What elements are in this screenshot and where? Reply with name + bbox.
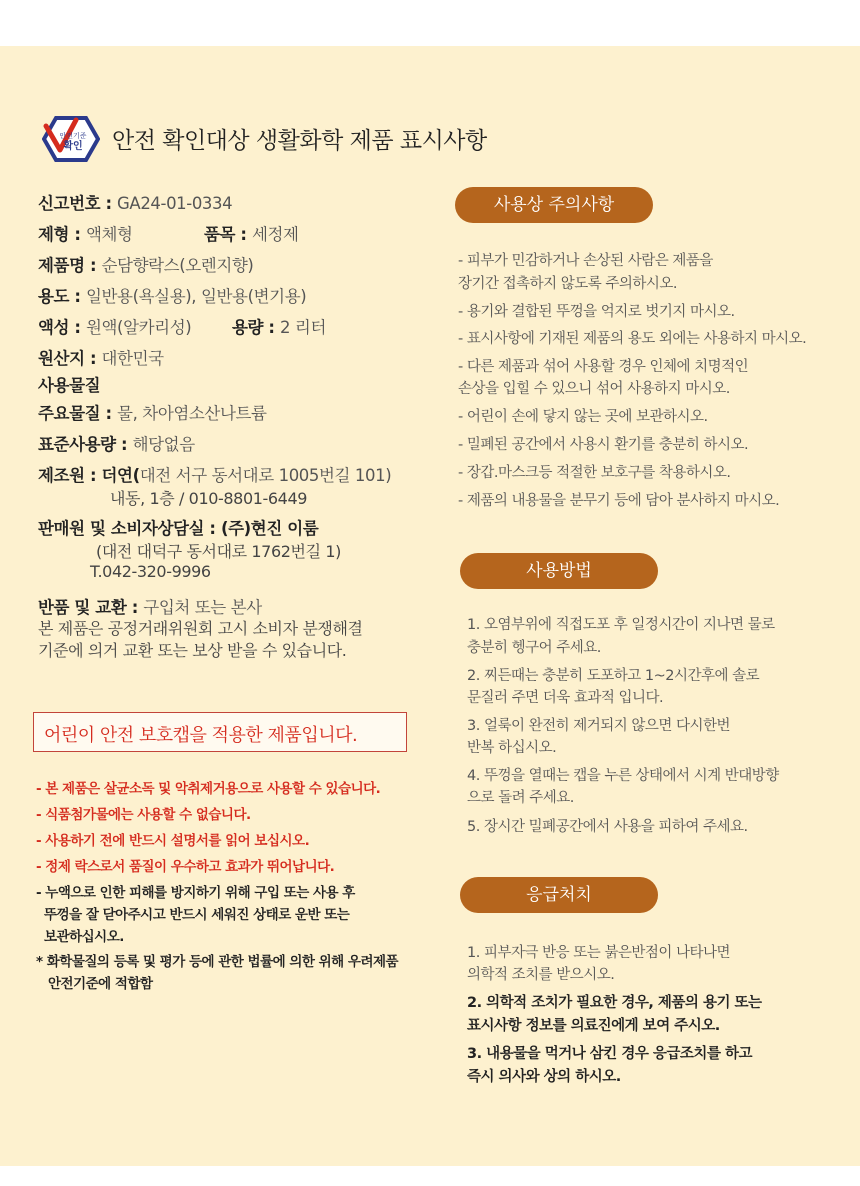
precaution-line: - 피부가 민감하거나 손상된 사람은 제품을 (458, 253, 713, 269)
warning-dark-1: - 누액으로 인한 피해를 방지하기 위해 구입 또는 사용 후 (36, 885, 355, 901)
first-aid-line: 즉시 의사와 상의 하시오. (467, 1069, 621, 1085)
liquid-row: 액성 : 원액(알카리성) (38, 318, 192, 337)
first-aid-line: 2. 의학적 조치가 필요한 경우, 제품의 용기 또는 (467, 995, 762, 1011)
manufacturer-addr2: 내동, 1층 / 010-8801-6449 (110, 489, 308, 508)
precaution-line: - 장갑.마스크등 적절한 보호구를 착용하시오. (458, 465, 731, 481)
origin-row: 원산지 : 대한민국 (38, 349, 164, 368)
warning-dark-3: 보관하십시오. (44, 929, 124, 945)
usage-line: 1. 오염부위에 직접도포 후 일정시간이 지나면 물로 (467, 617, 775, 633)
warning-dark-2: 뚜껑을 잘 닫아주시고 반드시 세워진 상태로 운반 또는 (44, 907, 350, 923)
precautions-title: 사용상 주의사항 (455, 187, 653, 223)
badge-line2: 확인 (63, 141, 83, 152)
precaution-line: - 제품의 내용물을 분무기 등에 담아 분사하지 마시오. (458, 493, 780, 509)
usage-line: 2. 찌든때는 충분히 도포하고 1~2시간후에 솔로 (467, 668, 760, 684)
usage-title: 사용방법 (460, 553, 658, 589)
badge-line1: 안전기준 (59, 132, 87, 140)
usage-line: 4. 뚜껑을 열때는 캡을 누른 상태에서 시계 반대방향 (467, 768, 779, 784)
warning-dark-5: 안전기준에 적합함 (48, 976, 153, 992)
usage-line: 반복 하십시오. (467, 740, 557, 756)
first-aid-line: 3. 내용물을 먹거나 삼킨 경우 응급조치를 하고 (467, 1046, 753, 1062)
standard-amount-row: 표준사용량 : 해당없음 (38, 435, 195, 454)
form-row: 제형 : 액체형 (38, 225, 133, 244)
usage-line: 문질러 주면 더욱 효과적 입니다. (467, 690, 664, 706)
precaution-line: 손상을 입힐 수 있으니 섞어 사용하지 마시오. (458, 381, 730, 397)
seller-row: 판매원 및 소비자상담실 : (주)현진 이룸 (38, 519, 319, 538)
warning-red-1: - 본 제품은 살균소독 및 악취제거용으로 사용할 수 있습니다. (36, 781, 381, 797)
warning-dark-4: * 화학물질의 등록 및 평가 등에 관한 법률에 의한 위해 우려제품 (36, 954, 399, 970)
safety-check-badge-icon (42, 114, 100, 164)
precaution-line: - 용기와 결합된 뚜껑을 억지로 벗기지 마시오. (458, 304, 735, 320)
precaution-line: 장기간 접촉하지 않도록 주의하시오. (458, 276, 678, 292)
warning-red-3: - 사용하기 전에 반드시 설명서를 읽어 보십시오. (36, 833, 310, 849)
first-aid-title: 응급처치 (460, 877, 658, 913)
warning-red-2: - 식품첨가물에는 사용할 수 없습니다. (36, 807, 251, 823)
seller-address: (대전 대덕구 동서대로 1762번길 1) (96, 542, 341, 561)
precaution-line: - 표시사항에 기재된 제품의 용도 외에는 사용하지 마시오. (458, 331, 807, 347)
capacity-row: 용량 : 2 리터 (232, 318, 326, 337)
precaution-line: - 어린이 손에 닿지 않는 곳에 보관하시오. (458, 409, 708, 425)
page-title: 안전 확인대상 생활화학 제품 표시사항 (112, 128, 487, 154)
first-aid-line: 1. 피부자극 반응 또는 붉은반점이 나타나면 (467, 945, 730, 961)
child-cap-notice-text: 어린이 안전 보호캡을 적용한 제품입니다. (44, 725, 358, 746)
returns-line3: 기준에 의거 교환 또는 보상 받을 수 있습니다. (38, 641, 347, 660)
precaution-line: - 다른 제품과 섞어 사용할 경우 인체에 치명적인 (458, 359, 749, 375)
first-aid-line: 표시사항 정보를 의료진에게 보여 주시오. (467, 1018, 720, 1034)
substances-heading: 사용물질 (38, 376, 101, 395)
returns-line2: 본 제품은 공정거래위원회 고시 소비자 분쟁해결 (38, 619, 363, 638)
use-row: 용도 : 일반용(욕실용), 일반용(변기용) (38, 287, 307, 306)
usage-line: 5. 장시간 밀폐공간에서 사용을 피하여 주세요. (467, 819, 748, 835)
first-aid-line: 의학적 조치를 받으시오. (467, 967, 615, 983)
manufacturer-row: 제조원 : 더연(대전 서구 동서대로 1005번길 101) (38, 466, 392, 485)
seller-tel: T.042-320-9996 (90, 562, 211, 581)
child-cap-notice (33, 712, 407, 752)
item-row: 품목 : 세정제 (204, 225, 299, 244)
product-name-row: 제품명 : 순담향락스(오렌지향) (38, 256, 254, 275)
usage-line: 충분히 헹구어 주세요. (467, 640, 601, 656)
main-substances-row: 주요물질 : 물, 차아염소산나트륨 (38, 404, 267, 423)
warning-red-4: - 정제 락스로서 품질이 우수하고 효과가 뛰어납니다. (36, 859, 335, 875)
usage-line: 3. 얼룩이 완전히 제거되지 않으면 다시한번 (467, 718, 730, 734)
report-number-row: 신고번호 : GA24-01-0334 (38, 194, 233, 213)
usage-line: 으로 돌려 주세요. (467, 790, 574, 806)
precaution-line: - 밀폐된 공간에서 사용시 환기를 충분히 하시오. (458, 437, 749, 453)
returns-row: 반품 및 교환 : 구입처 또는 본사 (38, 598, 262, 617)
